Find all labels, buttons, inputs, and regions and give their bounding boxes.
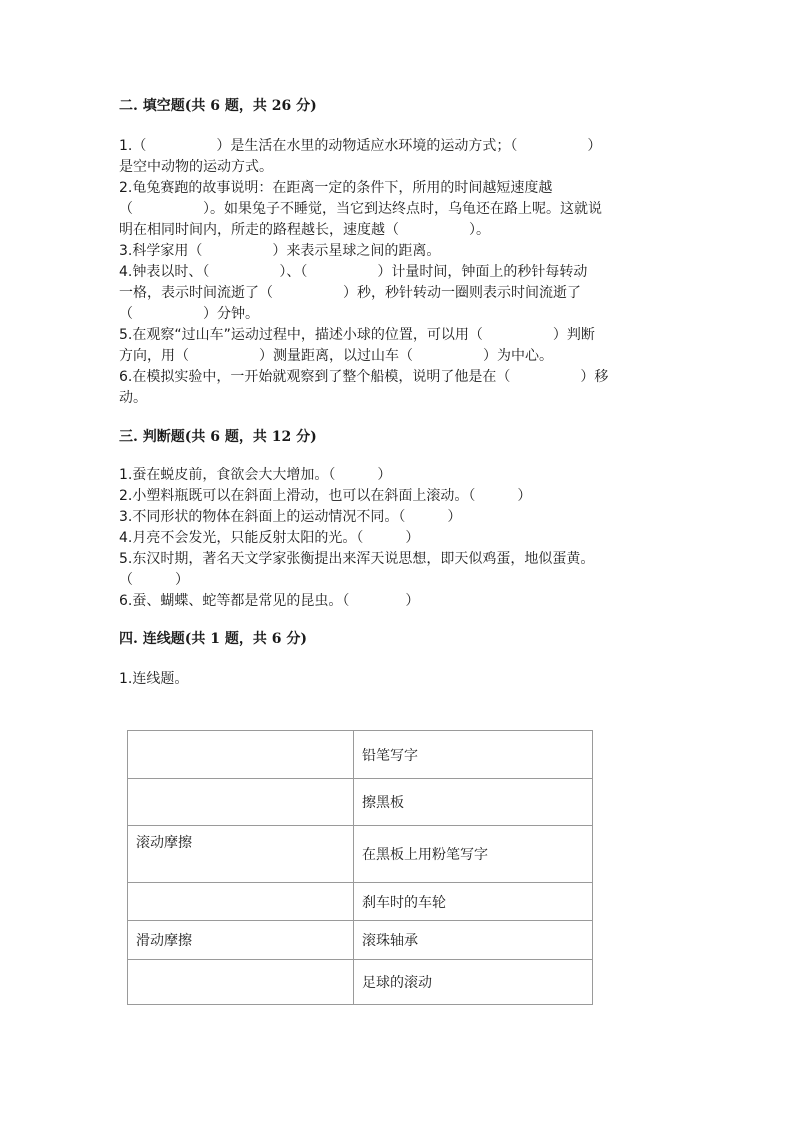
section-4-heading: 四. 连线题(共 1 题，共 6 分) [119, 631, 307, 647]
table-row [128, 779, 593, 826]
true-false-line: 4.月亮不会发光，只能反射太阳的光。（ ） [119, 530, 420, 546]
fill-blank-line: 是空中动物的运动方式。 [119, 159, 273, 175]
table-cell-left: 滑动摩擦 [128, 921, 354, 960]
table-row [128, 731, 593, 779]
fill-blank-line: 一格，表示时间流逝了（ ）秒，秒针转动一圈则表示时间流逝了 [119, 285, 581, 301]
fill-blank-line: （ ）分钟。 [119, 306, 259, 322]
table-cell-right: 足球的滚动 [354, 960, 593, 1005]
true-false-line: 6.蚕、蝴蝶、蛇等都是常见的昆虫。（ ） [119, 593, 420, 609]
fill-blank-line: 明在相同时间内，所走的路程越长，速度越（ ）。 [119, 222, 490, 238]
fill-blank-line: 4.钟表以时、（ ）、（ ）计量时间，钟面上的秒针每转动 [119, 264, 588, 280]
table-cell-left [128, 883, 354, 921]
table-cell-right: 刹车时的车轮 [354, 883, 593, 921]
fill-blank-line: 5.在观察“过山车”运动过程中，描述小球的位置，可以用（ ）判断 [119, 327, 595, 343]
table-row [128, 883, 593, 921]
table-cell-left [128, 779, 354, 826]
fill-blank-line: 方向，用（ ）测量距离，以过山车（ ）为中心。 [119, 348, 553, 364]
fill-blank-line: 3.科学家用（ ）来表示星球之间的距离。 [119, 243, 441, 259]
section-2-heading: 二. 填空题(共 6 题，共 26 分) [119, 98, 317, 114]
fill-blank-line: 动。 [119, 390, 147, 406]
table-row [128, 826, 593, 883]
table-row [128, 960, 593, 1005]
fill-blank-line: 6.在模拟实验中，一开始就观察到了整个船模，说明了他是在（ ）移 [119, 369, 609, 385]
table-row [128, 921, 593, 960]
true-false-line: （ ） [119, 572, 189, 588]
table-cell-right: 擦黑板 [354, 779, 593, 826]
table-cell-right: 在黑板上用粉笔写字 [354, 826, 593, 883]
true-false-line: 3.不同形状的物体在斜面上的运动情况不同。（ ） [119, 509, 462, 525]
table-cell-right: 滚珠轴承 [354, 921, 593, 960]
fill-blank-line: （ ）。如果兔子不睡觉，当它到达终点时，乌龟还在路上呢。这就说 [119, 201, 602, 217]
table-cell-left: 滚动摩擦 [128, 826, 354, 883]
true-false-line: 2.小塑料瓶既可以在斜面上滑动，也可以在斜面上滚动。（ ） [119, 488, 532, 504]
matching-table [127, 730, 593, 1005]
section-3-heading: 三. 判断题(共 6 题，共 12 分) [119, 429, 317, 445]
matching-question: 1.连线题。 [119, 671, 189, 687]
fill-blank-line: 1.（ ）是生活在水里的动物适应水环境的运动方式；（ ） [119, 138, 602, 154]
true-false-line: 1.蚕在蜕皮前，食欲会大大增加。（ ） [119, 467, 392, 483]
table-cell-left [128, 960, 354, 1005]
table-cell-right: 铅笔写字 [354, 731, 593, 779]
fill-blank-line: 2.龟兔赛跑的故事说明：在距离一定的条件下，所用的时间越短速度越 [119, 180, 553, 196]
table-cell-left [128, 731, 354, 779]
true-false-line: 5.东汉时期，著名天文学家张衡提出来浑天说思想，即天似鸡蛋，地似蛋黄。 [119, 551, 595, 567]
